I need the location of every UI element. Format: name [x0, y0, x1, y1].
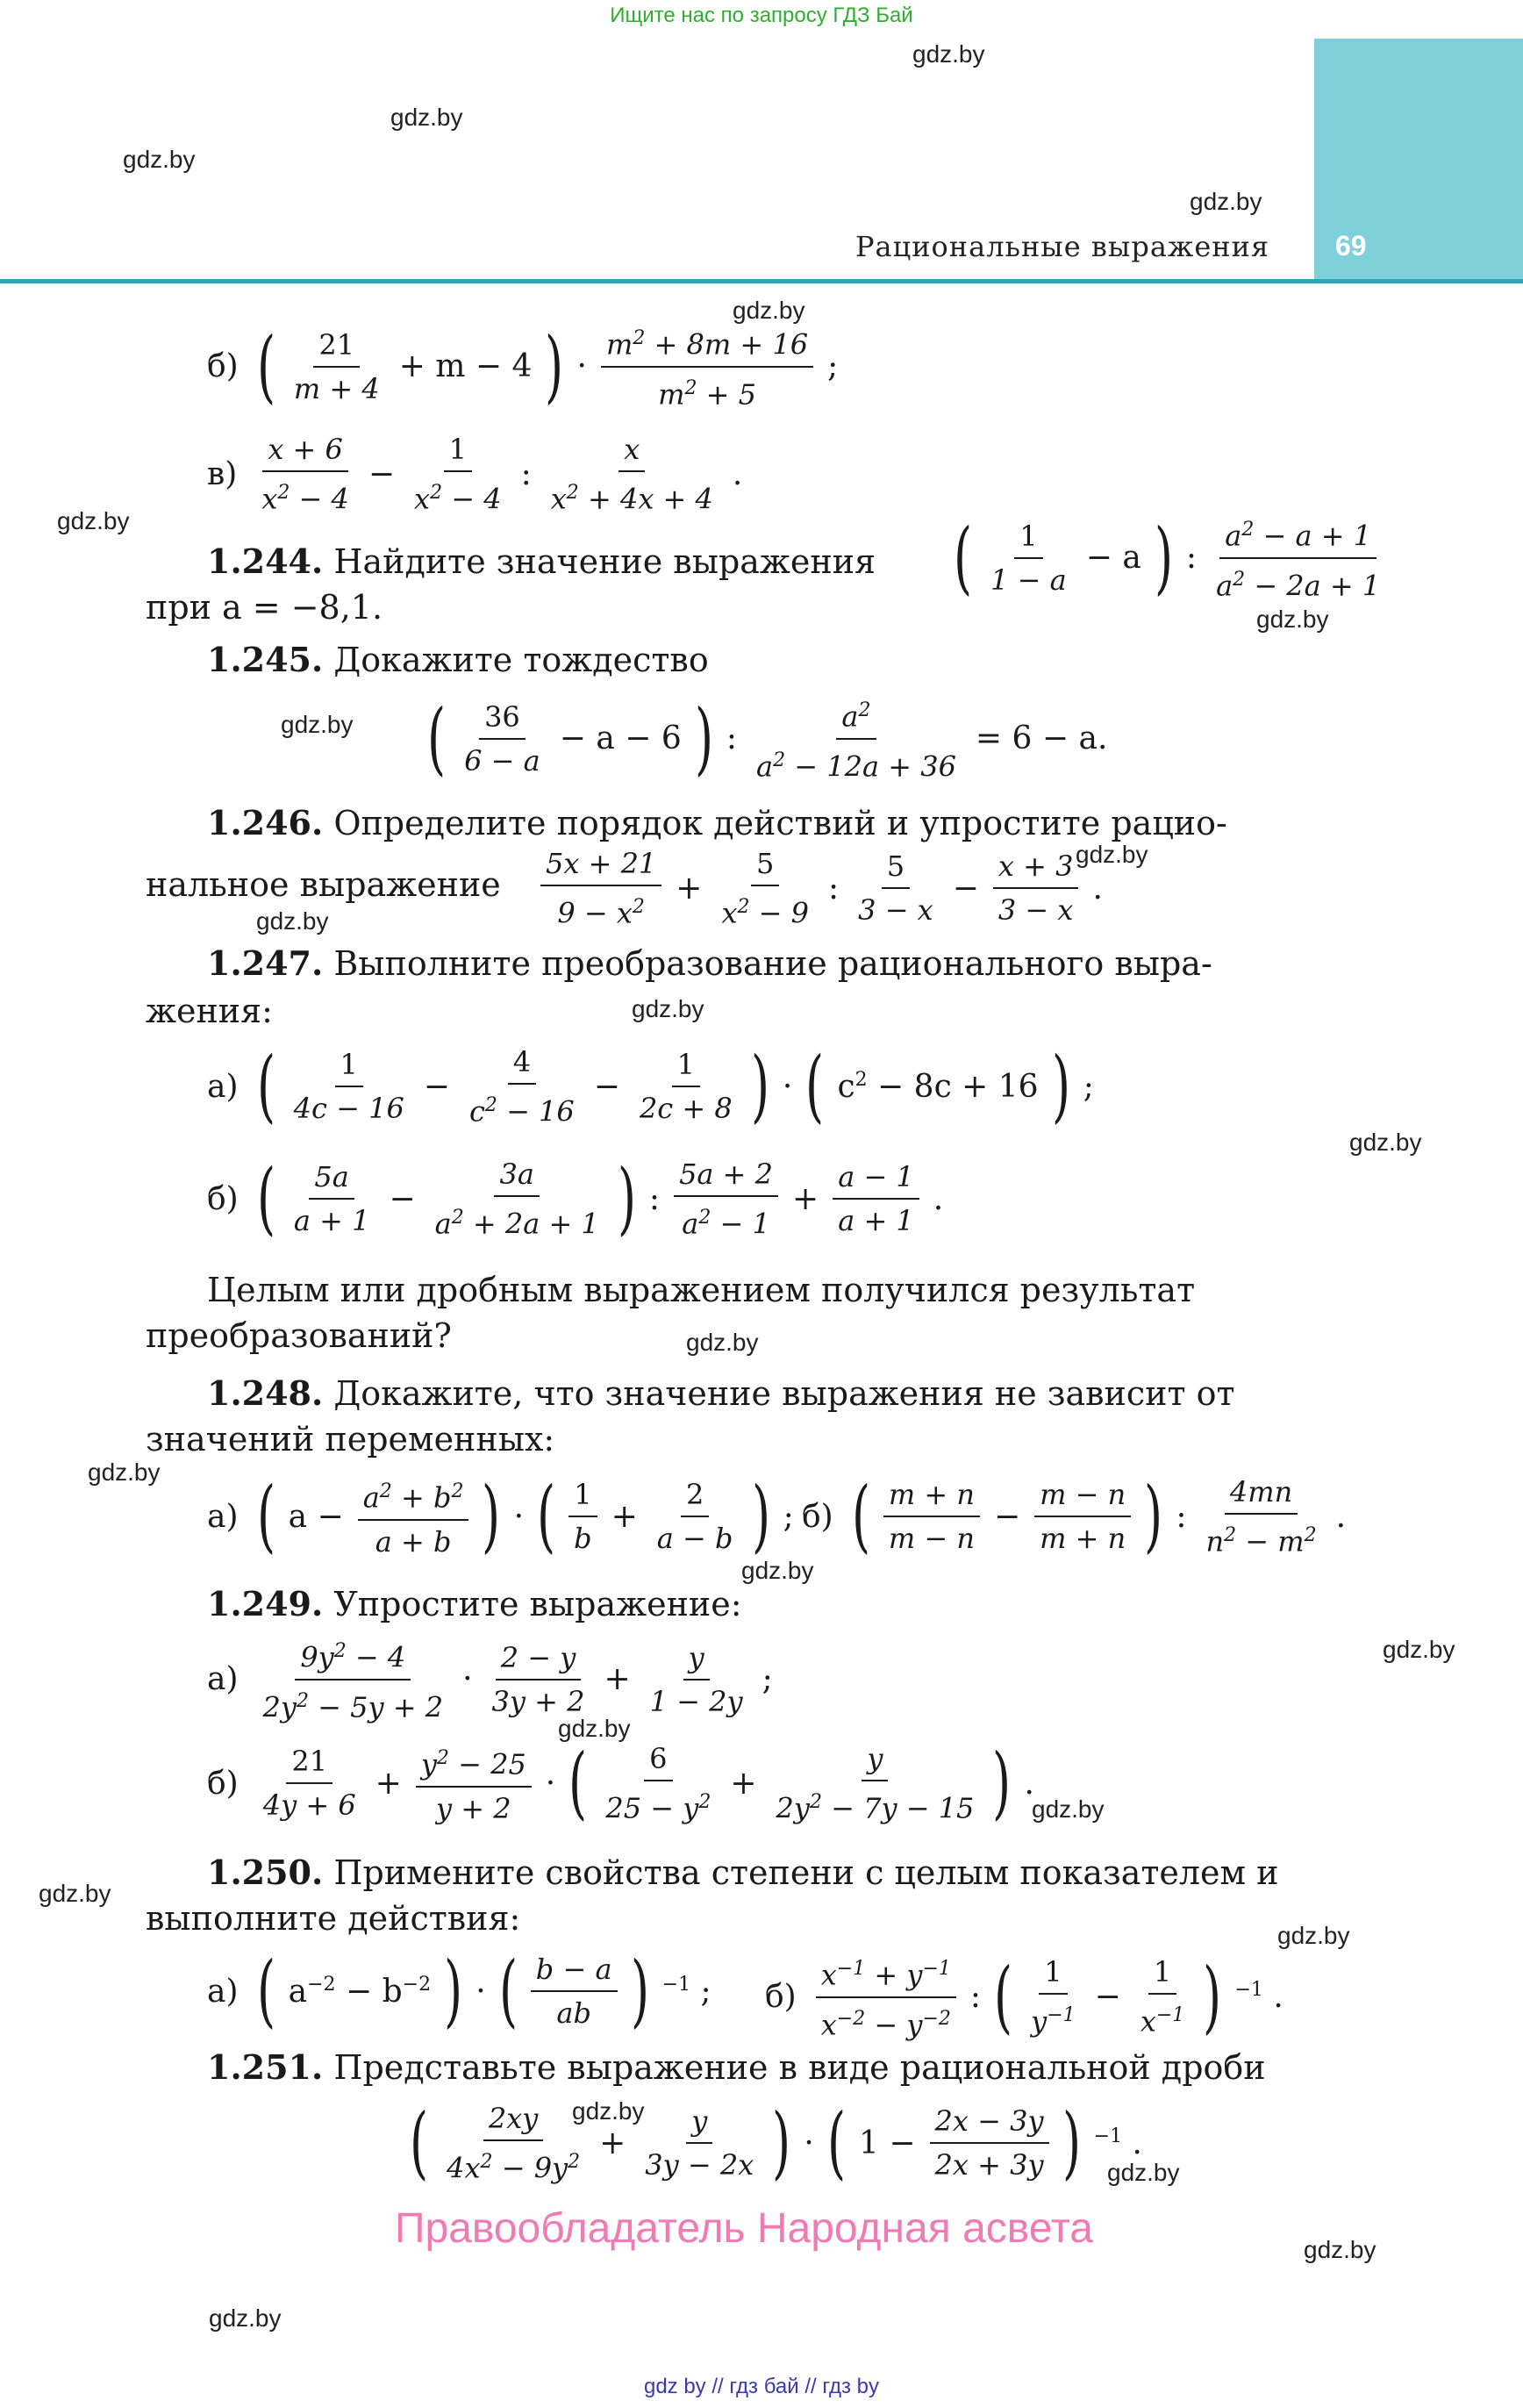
watermark: gdz.by [256, 907, 329, 935]
math-expression: в) $\frac{x + 6}{x^2 - 4}$ − $\frac{1}{x^2 - 4}$ : $\frac{x}{x^2 + 4x + 4}$ . [207, 433, 743, 516]
watermark: gdz.by [1277, 1922, 1350, 1949]
problem-number: 1.250. [207, 1853, 324, 1892]
problem-statement [207, 2045, 1266, 2090]
problem-number: 1.244. [207, 541, 324, 581]
problem-text: Упростите выражение: [333, 1585, 742, 1623]
math-expression: а) $\frac{9y^2 - 4}{2y^2 - 5y + 2}$ · $\frac{2 - y}{3y + 2}$ + $\frac{y}{1 - 2y}$ ; [207, 1634, 780, 1724]
math-expression: $\frac{5x + 21}{9 - x^2}$ + $\frac{5}{x^2 - 9}$ : $\frac{5}{3 - x}$ − $\frac{x + 3}{3 - x}$ . [533, 846, 1110, 931]
watermark: gdz.by [1349, 1129, 1422, 1156]
problem-text: Найдите значение выражения [333, 542, 876, 581]
math-expression: а) ( $\frac{1}{4c - 16}$ − $\frac{4}{c^2 - 16}$ − $\frac{1}{2c + 8}$ ) · ( $c^2 - 8c + 16$ ) ; [207, 1040, 1094, 1133]
watermark: gdz.by [632, 995, 704, 1022]
watermark: gdz.by [1190, 188, 1262, 215]
item-label: а) [207, 1068, 239, 1105]
item-label: б) [802, 1498, 833, 1535]
math-expression: ( $\frac{36}{6 - a}$ − a − 6 ) : $\frac{a^2}{a^2 - 12a + 36}$ = 6 − a. [427, 692, 1108, 785]
problem-number: 1.246. [207, 803, 324, 842]
watermark: gdz.by [57, 507, 130, 534]
problem-text: Целым или дробным выражением получился результат [207, 1271, 1196, 1309]
problem-text: Примените свойства степени с целым показателем и [333, 1853, 1279, 1892]
problem-text: жения: [146, 992, 273, 1030]
problem-statement [207, 637, 709, 683]
math-expression: б) ( $\frac{m + n}{m - n}$ − $\frac{m - n}{m + n}$ ) : $\frac{4mn}{n^2 - m^2}$ . [802, 1470, 1347, 1563]
watermark: gdz.by [281, 711, 354, 738]
problem-number: 1.251. [207, 2047, 324, 2087]
watermark: gdz.by [123, 146, 196, 173]
problem-statement [207, 1850, 1278, 1896]
watermark: gdz.by [1256, 606, 1329, 633]
watermark: gdz.by [1032, 1795, 1105, 1823]
math-expression: б) $\frac{x^{-1} + y^{-1}}{x^{-2} - y^{-2}}$ : ( $\frac{1}{y^{-1}}$ − $\frac{1}{x^{-1}}$ ) $^{-1}$ . [765, 1950, 1283, 2043]
item-label: б) [207, 348, 239, 385]
header-rule [0, 279, 1523, 283]
problem-text: Представьте выражение в виде рациональной дроби [333, 2048, 1266, 2087]
problem-statement [207, 1581, 742, 1627]
watermark: gdz.by [686, 1329, 759, 1356]
item-label: б) [207, 1765, 239, 1802]
problem-statement [207, 941, 1212, 986]
problem-text: Докажите, что значение выражения не зависит от [333, 1374, 1235, 1413]
problem-text: нальное выражение [146, 865, 501, 904]
problem-number: 1.247. [207, 943, 324, 983]
watermark: gdz.by [209, 2304, 282, 2332]
watermark: gdz.by [1076, 841, 1148, 868]
problem-number: 1.245. [207, 640, 324, 679]
watermark: gdz.by [1107, 2159, 1180, 2186]
problem-statement [207, 1371, 1234, 1416]
watermark: gdz.by [1383, 1636, 1455, 1663]
watermark: gdz.by [390, 104, 463, 131]
problem-number: 1.248. [207, 1373, 324, 1413]
problem-number: 1.249. [207, 1584, 324, 1623]
math-expression: б) $\frac{21}{4y + 6}$ + $\frac{y^2 - 25}{y + 2}$ · ( $\frac{6}{25 - y^2}$ + $\frac{y}{2y^2 - 7y - 15}$ ) . [207, 1737, 1034, 1830]
item-label: а) [207, 1661, 239, 1698]
math-expression: ( $\frac{2xy}{4x^2 - 9y^2}$ + $\frac{y}{3y - 2x}$ ) · ( 1 − $\frac{2x - 3y}{2x + 3y}$ ) $^{-1}$ . [410, 2096, 1142, 2189]
watermark: gdz.by [912, 40, 985, 68]
page-number: 69 [1335, 230, 1367, 262]
item-label: б) [207, 1180, 239, 1217]
problem-text: при a = −8,1. [146, 588, 383, 627]
math-expression: ( $\frac{1}{1 - a}$ − a ) : $\frac{a^2 - a + 1}{a^2 - 2a + 1}$ [954, 511, 1381, 604]
problem-text: Определите порядок действий и упростите рацио- [333, 804, 1227, 842]
problem-text: значений переменных: [146, 1420, 555, 1458]
item-label: в) [207, 455, 238, 492]
watermark: gdz.by [733, 297, 805, 324]
watermark: gdz.by [1304, 2236, 1376, 2263]
math-expression: б) ( $\frac{5a}{a + 1}$ − $\frac{3a}{a^2 + 2a + 1}$ ) : $\frac{5a + 2}{a^2 - 1}$ + $\frac{a - 1}{a + 1}$ . [207, 1152, 944, 1245]
problem-statement [207, 800, 1227, 846]
item-label: а) [207, 1973, 239, 2010]
problem-text: Выполните преобразование рационального выра- [333, 944, 1212, 983]
watermark: gdz.by [558, 1715, 631, 1742]
math-expression: а) ( $a^{-2} - b^{-2}$ ) · ( $\frac{b - a}{ab}$ ) $^{-1}$ ; [207, 1945, 711, 2037]
math-expression: а) ( a − $\frac{a^2 + b^2}{a + b}$ ) · ( $\frac{1}{b}$ + $\frac{2}{a - b}$ ) ; [207, 1470, 794, 1563]
copyright-owner: Правообладатель Народная асвета [395, 2205, 1093, 2252]
problem-text: Докажите тождество [333, 641, 709, 679]
item-label: а) [207, 1498, 239, 1535]
item-label: б) [765, 1979, 797, 2016]
watermark: gdz.by [39, 1880, 111, 1907]
watermark: gdz.by [572, 2097, 645, 2125]
running-header: Рациональные выражения [855, 230, 1270, 263]
problem-text: выполните действия: [146, 1899, 521, 1938]
math-expression: б) ( $\frac{21}{m + 4}$ + m − 4 ) · $\frac{m^2 + 8m + 16}{m^2 + 5}$ ; [207, 319, 839, 412]
problem-text: преобразований? [146, 1316, 452, 1355]
watermark: gdz.by [741, 1557, 814, 1584]
watermark: gdz.by [88, 1458, 161, 1486]
problem-statement [207, 539, 876, 584]
identity-rhs: = 6 − a. [975, 720, 1108, 757]
footer-links: gdz by // гдз бай // гдз by [643, 2375, 880, 2398]
top-banner: Ищите нас по запросу ГДЗ Бай [610, 4, 913, 27]
